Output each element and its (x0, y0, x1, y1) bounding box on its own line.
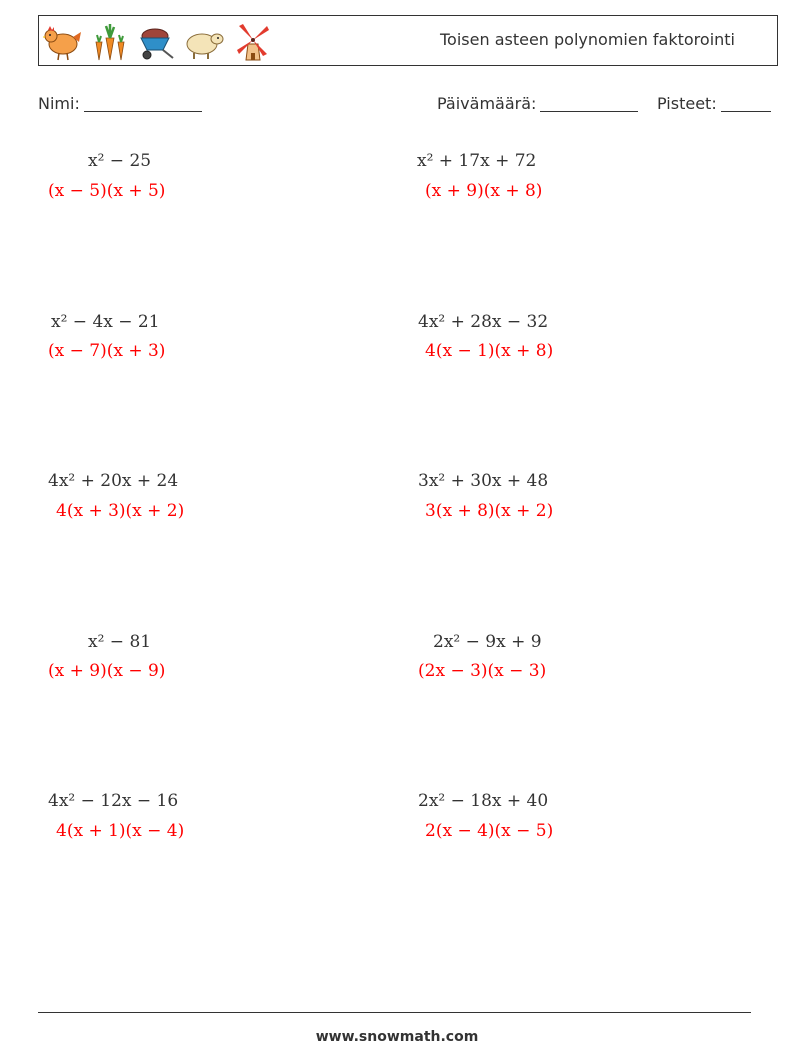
name-blank[interactable] (84, 95, 202, 112)
wheelbarrow-icon (137, 22, 175, 62)
problem-expression: x² − 81 (88, 632, 152, 652)
problem-expression: 4x² + 20x + 24 (48, 471, 179, 491)
score-field (657, 94, 771, 113)
problem-expression: 3x² + 30x + 48 (418, 471, 549, 491)
problem-expression: x² − 25 (88, 151, 152, 171)
carrots-icon (92, 22, 128, 62)
footer-website[interactable]: www.snowmath.com (315, 1029, 479, 1045)
name-field (38, 94, 202, 113)
name-label: Nimi: (38, 94, 80, 113)
header-box (38, 15, 778, 66)
date-label: Päivämäärä: (437, 94, 537, 113)
problem-expression: x² + 17x + 72 (417, 151, 537, 171)
problem-expression: 4x² − 12x − 16 (48, 791, 179, 811)
worksheet-title: Toisen asteen polynomien faktorointi (440, 30, 735, 49)
chicken-icon (43, 22, 83, 62)
problem-answer: 4(x + 1)(x − 4) (56, 821, 185, 841)
problem-expression: 4x² + 28x − 32 (418, 312, 549, 332)
problem-answer: (x + 9)(x − 9) (48, 661, 166, 681)
problem-expression: x² − 4x − 21 (51, 312, 160, 332)
footer-divider (38, 1012, 751, 1013)
sheep-icon (184, 22, 224, 62)
score-label: Pisteet: (657, 94, 717, 113)
problem-expression: 2x² − 18x + 40 (418, 791, 549, 811)
problem-answer: (x − 5)(x + 5) (48, 181, 166, 201)
problem-answer: (x − 7)(x + 3) (48, 341, 166, 361)
windmill-icon (233, 22, 273, 62)
problem-answer: 4(x − 1)(x + 8) (425, 341, 554, 361)
date-blank[interactable] (540, 95, 638, 112)
problem-answer: (2x − 3)(x − 3) (418, 661, 547, 681)
score-blank[interactable] (721, 95, 771, 112)
problem-answer: 3(x + 8)(x + 2) (425, 501, 554, 521)
problem-answer: 4(x + 3)(x + 2) (56, 501, 185, 521)
date-field (437, 94, 638, 113)
problem-expression: 2x² − 9x + 9 (433, 632, 542, 652)
header-icons (43, 21, 273, 63)
problem-answer: 2(x − 4)(x − 5) (425, 821, 554, 841)
problem-answer: (x + 9)(x + 8) (425, 181, 543, 201)
